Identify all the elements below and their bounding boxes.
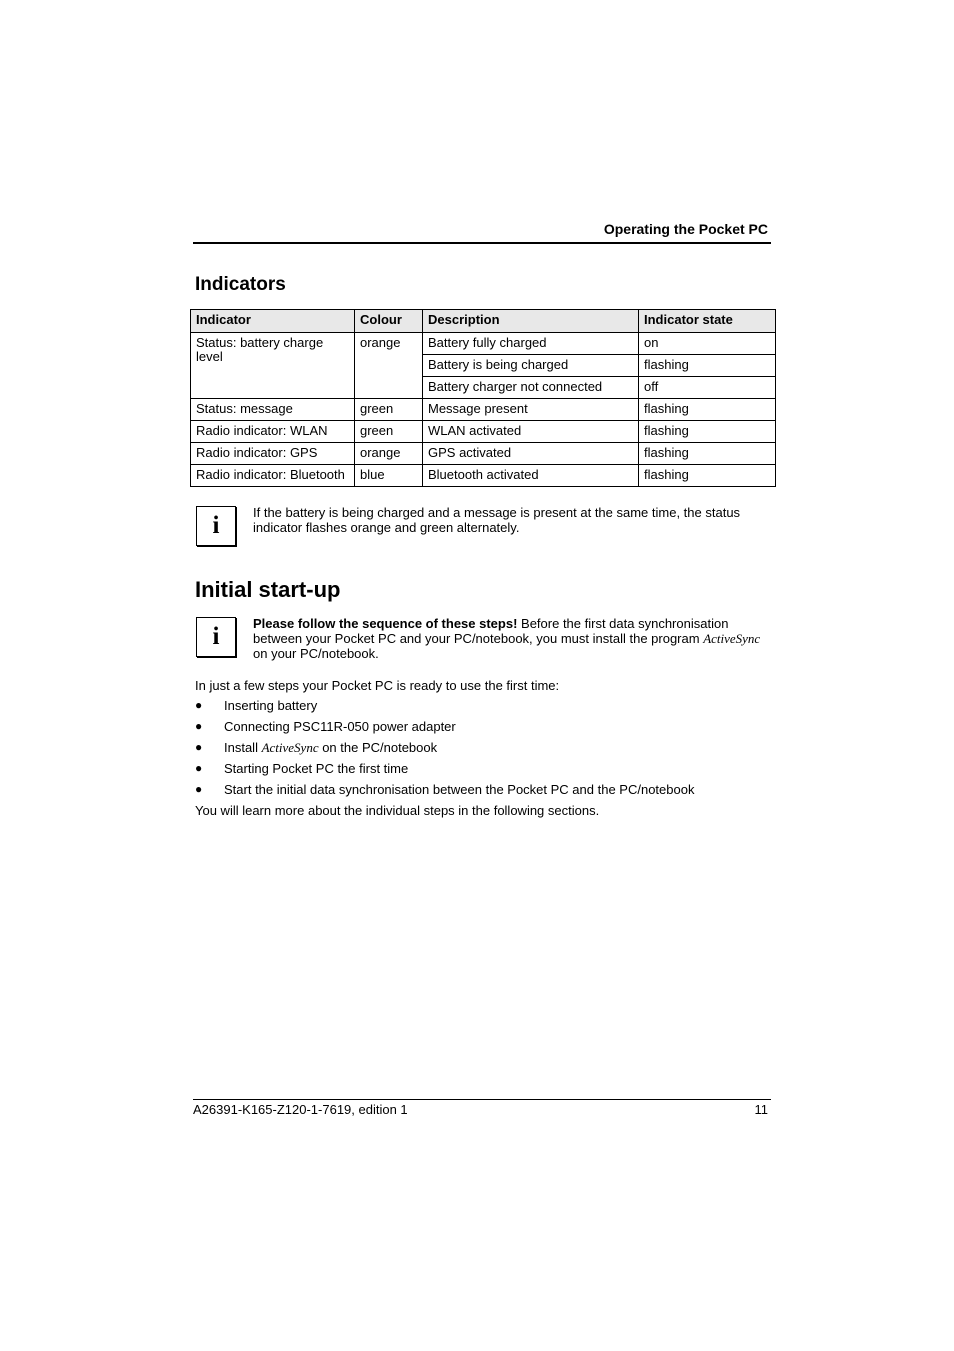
cell-state: flashing: [639, 465, 776, 487]
startup-note-text: Before the first data synchronisation between your Pocket PC and your PC/notebook, you must install the program: [253, 616, 729, 646]
cell-description: GPS activated: [423, 443, 639, 465]
cell-description: Bluetooth activated: [423, 465, 639, 487]
program-name: ActiveSync: [261, 740, 319, 755]
indicators-heading: Indicators: [195, 274, 286, 295]
cell-indicator: Status: message: [191, 399, 355, 421]
cell-colour: orange: [355, 443, 423, 465]
bullet-icon: ●: [195, 740, 203, 754]
cell-state: off: [639, 377, 776, 399]
page-footer: [193, 1099, 771, 1117]
bullet-icon: ●: [195, 782, 203, 796]
cell-colour: orange: [355, 333, 423, 399]
info-icon: i: [196, 617, 236, 657]
startup-note-bold: Please follow the sequence of these steps!: [253, 616, 518, 631]
edition-label: A26391-K165-Z120-1-7619, edition 1: [193, 1102, 408, 1117]
bullet-icon: ●: [195, 761, 203, 775]
table-row: [191, 399, 776, 421]
info-icon: i: [196, 506, 236, 546]
running-header: [193, 221, 771, 244]
program-name: ActiveSync: [703, 631, 761, 646]
col-header-colour: Colour: [355, 310, 423, 333]
col-header-indicator: Indicator: [191, 310, 355, 333]
cell-state: flashing: [639, 443, 776, 465]
cell-indicator: Radio indicator: GPS: [191, 443, 355, 465]
bullet-icon: ●: [195, 719, 203, 733]
table-header-row: [191, 310, 776, 333]
list-item-text: Inserting battery: [224, 698, 318, 713]
cell-indicator: Status: battery charge level: [191, 333, 355, 399]
page-number: 11: [754, 1102, 768, 1117]
cell-colour: green: [355, 399, 423, 421]
list-item-text: Starting Pocket PC the first time: [224, 761, 409, 776]
indicators-table: [190, 309, 776, 487]
cell-description: Battery is being charged: [423, 355, 639, 377]
startup-note: [253, 616, 763, 661]
cell-state: on: [639, 333, 776, 355]
list-item-text-before: Install: [224, 740, 262, 755]
cell-colour: blue: [355, 465, 423, 487]
table-row: [191, 333, 776, 355]
cell-indicator: Radio indicator: Bluetooth: [191, 465, 355, 487]
cell-description: Battery charger not connected: [423, 377, 639, 399]
list-item-text: Start the initial data synchronisation between the Pocket PC and the PC/notebook: [224, 782, 695, 797]
startup-note-text-end: on your PC/notebook.: [253, 646, 379, 661]
cell-indicator: Radio indicator: WLAN: [191, 421, 355, 443]
indicator-note: If the battery is being charged and a message is present at the same time, the status indicator flashes orange and green alternately.: [253, 505, 741, 535]
list-item-text: Connecting PSC11R-050 power adapter: [224, 719, 456, 734]
startup-intro: In just a few steps your Pocket PC is ready to use the first time:: [195, 678, 560, 693]
list-item-text: [224, 740, 437, 755]
cell-description: Message present: [423, 399, 639, 421]
col-header-state: Indicator state: [639, 310, 776, 333]
cell-colour: green: [355, 421, 423, 443]
running-header-title: Operating the Pocket PC: [603, 221, 768, 237]
table-row: [191, 443, 776, 465]
cell-state: flashing: [639, 421, 776, 443]
bullet-icon: ●: [195, 698, 203, 712]
col-header-description: Description: [423, 310, 639, 333]
cell-state: flashing: [639, 355, 776, 377]
cell-state: flashing: [639, 399, 776, 421]
table-row: [191, 465, 776, 487]
cell-description: WLAN activated: [423, 421, 639, 443]
startup-outro: You will learn more about the individual steps in the following sections.: [195, 803, 600, 818]
cell-description: Battery fully charged: [423, 333, 639, 355]
table-row: [191, 421, 776, 443]
list-item-text-after: on the PC/notebook: [318, 740, 438, 755]
initial-startup-heading: Initial start-up: [195, 577, 341, 602]
